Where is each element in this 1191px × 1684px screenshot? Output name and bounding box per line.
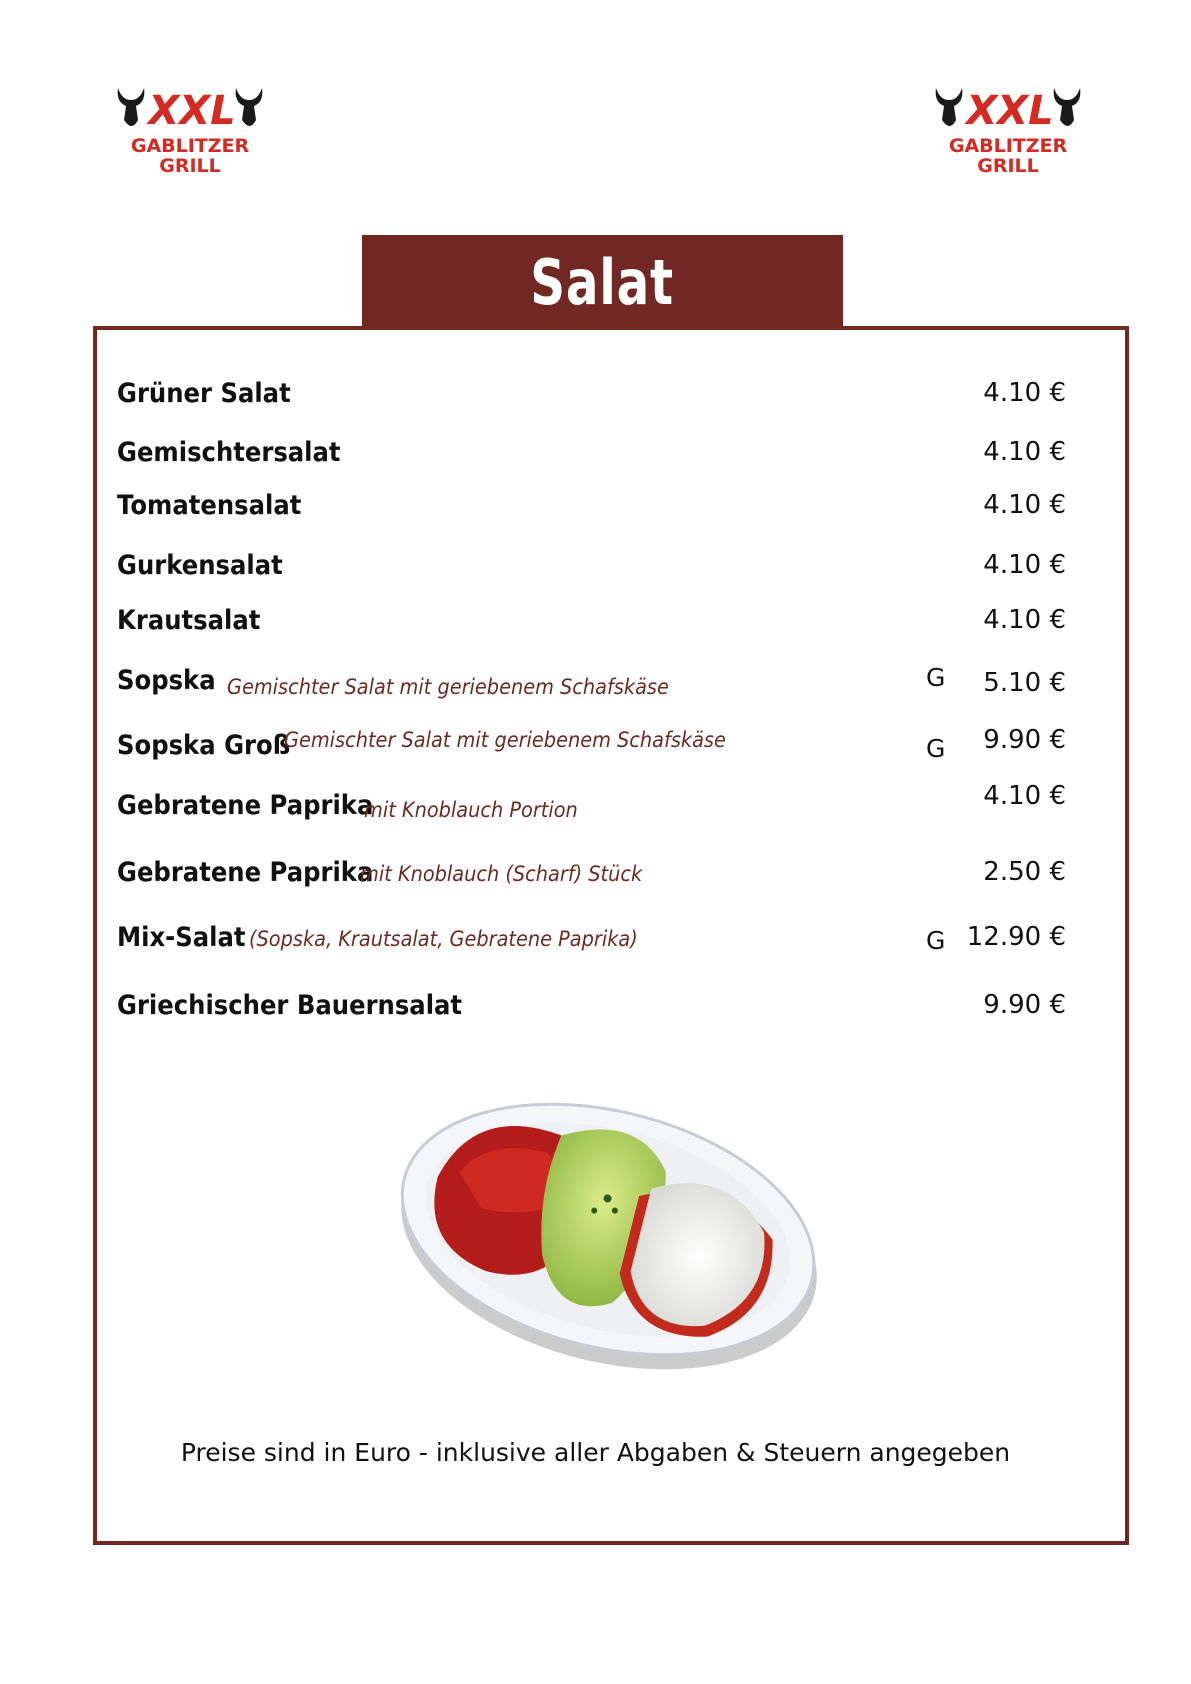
item-name: Griechischer Bauernsalat [117,990,463,1021]
menu-item [0,437,1191,477]
bull-head-icon [936,88,963,126]
item-description: (Sopska, Krautsalat, Gebratene Paprika) [249,927,638,951]
item-name: Sopska Groß [117,730,291,761]
menu-item [0,490,1191,530]
item-name: Krautsalat [117,605,261,636]
item-price: 9.90 € [983,990,1066,1020]
item-price: 4.10 € [983,550,1066,580]
item-price: 2.50 € [983,857,1066,887]
item-name: Gebratene Paprika [117,857,374,888]
item-description: Gemischter Salat mit geriebenem Schafskäse [284,728,726,752]
item-price: 9.90 € [983,725,1066,755]
dish-photo [390,1070,830,1390]
item-name: Tomatensalat [117,490,302,521]
item-name: Sopska [117,665,216,696]
menu-item [0,605,1191,645]
item-allergen-mark: G [926,663,946,692]
item-description: Gemischter Salat mit geriebenem Schafskäse [227,675,669,699]
bull-head-icon [1054,88,1081,126]
item-price: 5.10 € [983,668,1066,698]
logo-xxl-text: XXL [148,88,236,134]
item-description: mit Knoblauch Portion [364,798,578,822]
logo-line1-text: GABLITZER [130,135,250,157]
item-description: mit Knoblauch (Scharf) Stück [360,862,643,886]
brand-logo-right [930,80,1090,180]
menu-item [0,665,1191,705]
menu-item [0,725,1191,770]
logo-line1-text: GABLITZER [948,135,1068,157]
item-price: 4.10 € [983,781,1066,811]
menu-item [0,857,1191,897]
logo-line2-text: GRILL [159,155,221,177]
menu-item [0,781,1191,830]
item-allergen-mark: G [926,926,946,955]
item-name: Gurkensalat [117,550,283,581]
menu-item [0,550,1191,590]
menu-item [0,922,1191,962]
item-name: Grüner Salat [117,378,291,409]
logo-xxl-text: XXL [966,88,1054,134]
item-price: 4.10 € [983,490,1066,520]
footer-price-note: Preise sind in Euro - inklusive aller Abgaben & Steuern angegeben [180,1438,1011,1467]
item-price: 4.10 € [983,605,1066,635]
item-name: Mix-Salat [117,922,246,953]
menu-item [0,990,1191,1030]
item-price: 4.10 € [983,378,1066,408]
section-title-banner [362,235,843,330]
logo-line2-text: GRILL [977,155,1039,177]
item-price: 12.90 € [966,922,1066,952]
bull-head-icon [118,88,145,126]
item-name: Gemischtersalat [117,437,341,468]
brand-logo-left [112,80,272,180]
section-title: Salat [530,246,675,319]
item-allergen-mark: G [926,734,946,763]
item-name: Gebratene Paprika [117,790,374,821]
bull-head-icon [236,88,263,126]
menu-item [0,378,1191,418]
item-price: 4.10 € [983,437,1066,467]
